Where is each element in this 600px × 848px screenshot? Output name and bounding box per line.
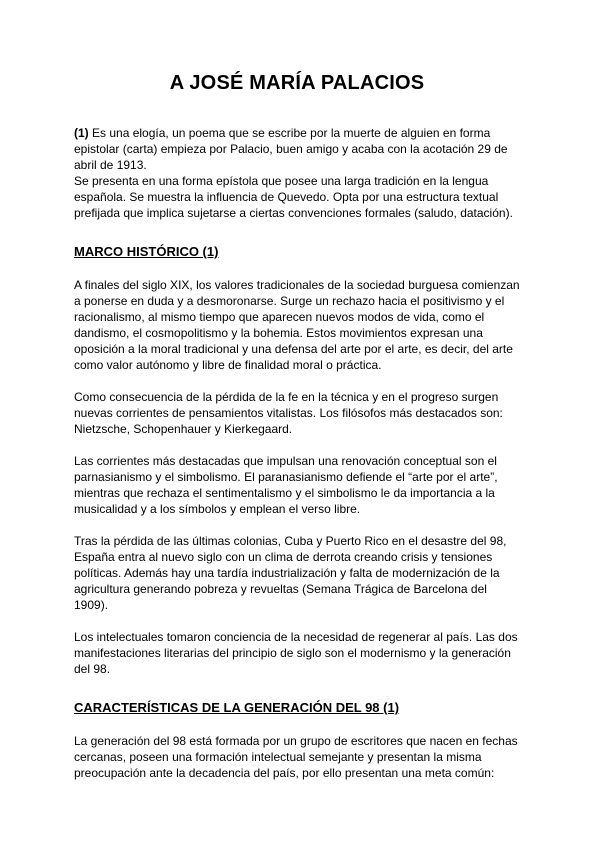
- section-heading-marco-historico: MARCO HISTÓRICO (1): [74, 244, 219, 259]
- body-paragraph: Los intelectuales tomaron conciencia de la necesidad de regenerar al país. Las dos manifestaciones literarias del principio de siglo son el modernismo y la generación del 98.: [74, 630, 518, 676]
- intro-paragraph-2: Se presenta en una forma epístola que posee una larga tradición en la lengua española. Se muestra la influencia de Quevedo. Opta por una estructura textual prefijada que implica sujetarse a ciertas convenciones formales (saludo, datación).: [74, 174, 513, 220]
- body-paragraph: Las corrientes más destacadas que impulsan una renovación conceptual son el parnasianismo y el simbolismo. El paranasianismo defiende el “arte por el arte”, mientras que rechaza el sentimentalismo y el simbolismo le da importancia a la musicalidad y a los símbolos y emplean el verso libre.: [74, 454, 498, 516]
- intro-text-1: Es una elogía, un poema que se escribe por la muerte de alguien en forma epistolar (carta) empieza por Palacio, buen amigo y acaba con la acotación 29 de abril de 1913.: [74, 126, 508, 172]
- body-paragraph: Tras la pérdida de las últimas colonias, Cuba y Puerto Rico en el desastre del 98, España entra al nuevo siglo con un clima de derrota creando crisis y tensiones políticas. Además hay una tardía industrialización y falta de modernización de la agricultura generando pobreza y revueltas (Semana Trágica de Barcelona del 1909).: [74, 534, 507, 612]
- section-heading-caracteristicas: CARACTERÍSTICAS DE LA GENERACIÓN DEL 98 (1): [74, 700, 400, 715]
- body-paragraph: A finales del siglo XIX, los valores tradicionales de la sociedad burguesa comienzan a ponerse en duda y a desmoronarse. Surge un rechazo hacia el positivismo y el racionalismo, al mismo tiempo que aparecen nuevos modos de vida, como el dandismo, el cosmopolitismo y la bohemia. Estos movimientos expresan una oposición a la moral tradicional y una defensa del arte por el arte, es decir, del arte como valor autónomo y libre de finalidad moral o práctica.: [74, 278, 520, 372]
- body-paragraph: Como consecuencia de la pérdida de la fe en la técnica y en el progreso surgen nuevas corrientes de pensamientos vitalistas. Los filósofos más destacados son: Nietzsche, Schopenhauer y Kierkegaard.: [74, 390, 503, 436]
- intro-paragraph-1: [74, 125, 520, 173]
- body-paragraph: La generación del 98 está formada por un grupo de escritores que nacen en fechas cercanas, poseen una formación intelectual semejante y presentan la misma preocupación ante la decadencia del país, por ello presentan una meta común:: [74, 734, 518, 780]
- document-title: A JOSÉ MARÍA PALACIOS: [169, 72, 425, 94]
- footnote-marker: (1): [74, 126, 89, 140]
